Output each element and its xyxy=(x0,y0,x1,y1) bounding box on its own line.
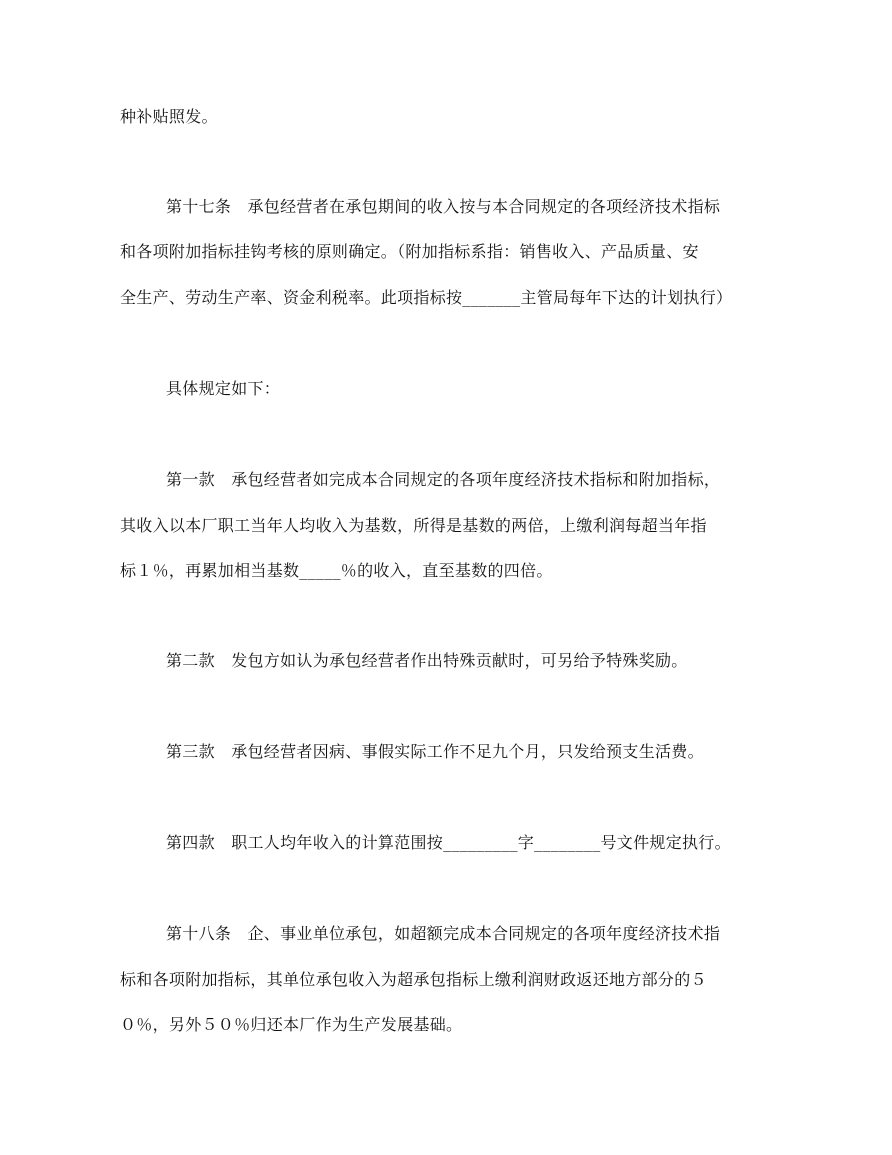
clause-3-line: 第三款 承包经营者因病、事假实际工作不足九个月，只发给预支生活费。 xyxy=(166,742,704,761)
text-line: 其收入以本厂职工当年人均收入为基数，所得是基数的两倍，上缴利润每超当年指 xyxy=(120,516,707,535)
text-line: 种补贴照发。 xyxy=(120,107,218,126)
clause-2-line: 第二款 发包方如认为承包经营者作出特殊贡献时，可另给予特殊奖励。 xyxy=(166,651,688,670)
text-line: 具体规定如下： xyxy=(166,379,281,398)
text-line: ０％，另外５０％归还本厂作为生产发展基础。 xyxy=(120,1015,463,1034)
text-line: 全生产、劳动生产率、资金利税率。此项指标按_______主管局每年下达的计划执行） xyxy=(120,288,733,307)
clause-1-line: 第一款 承包经营者如完成本合同规定的各项年度经济技术指标和附加指标， xyxy=(166,470,721,489)
text-line: 标１％，再累加相当基数_____％的收入，直至基数的四倍。 xyxy=(120,561,553,580)
article-18-heading-line: 第十八条 企、事业单位承包，如超额完成本合同规定的各项年度经济技术指 xyxy=(166,924,721,943)
clause-4-line: 第四款 职工人均年收入的计算范围按_________字________号文件规定执行。 xyxy=(166,833,731,852)
text-line: 和各项附加指标挂钩考核的原则确定。（附加指标系指：销售收入、产品质量、安 xyxy=(120,242,699,261)
text-line: 标和各项附加指标，其单位承包收入为超承包指标上缴利润财政返还地方部分的５ xyxy=(120,970,707,989)
article-17-heading-line: 第十七条 承包经营者在承包期间的收入按与本合同规定的各项经济技术指标 xyxy=(166,197,721,216)
